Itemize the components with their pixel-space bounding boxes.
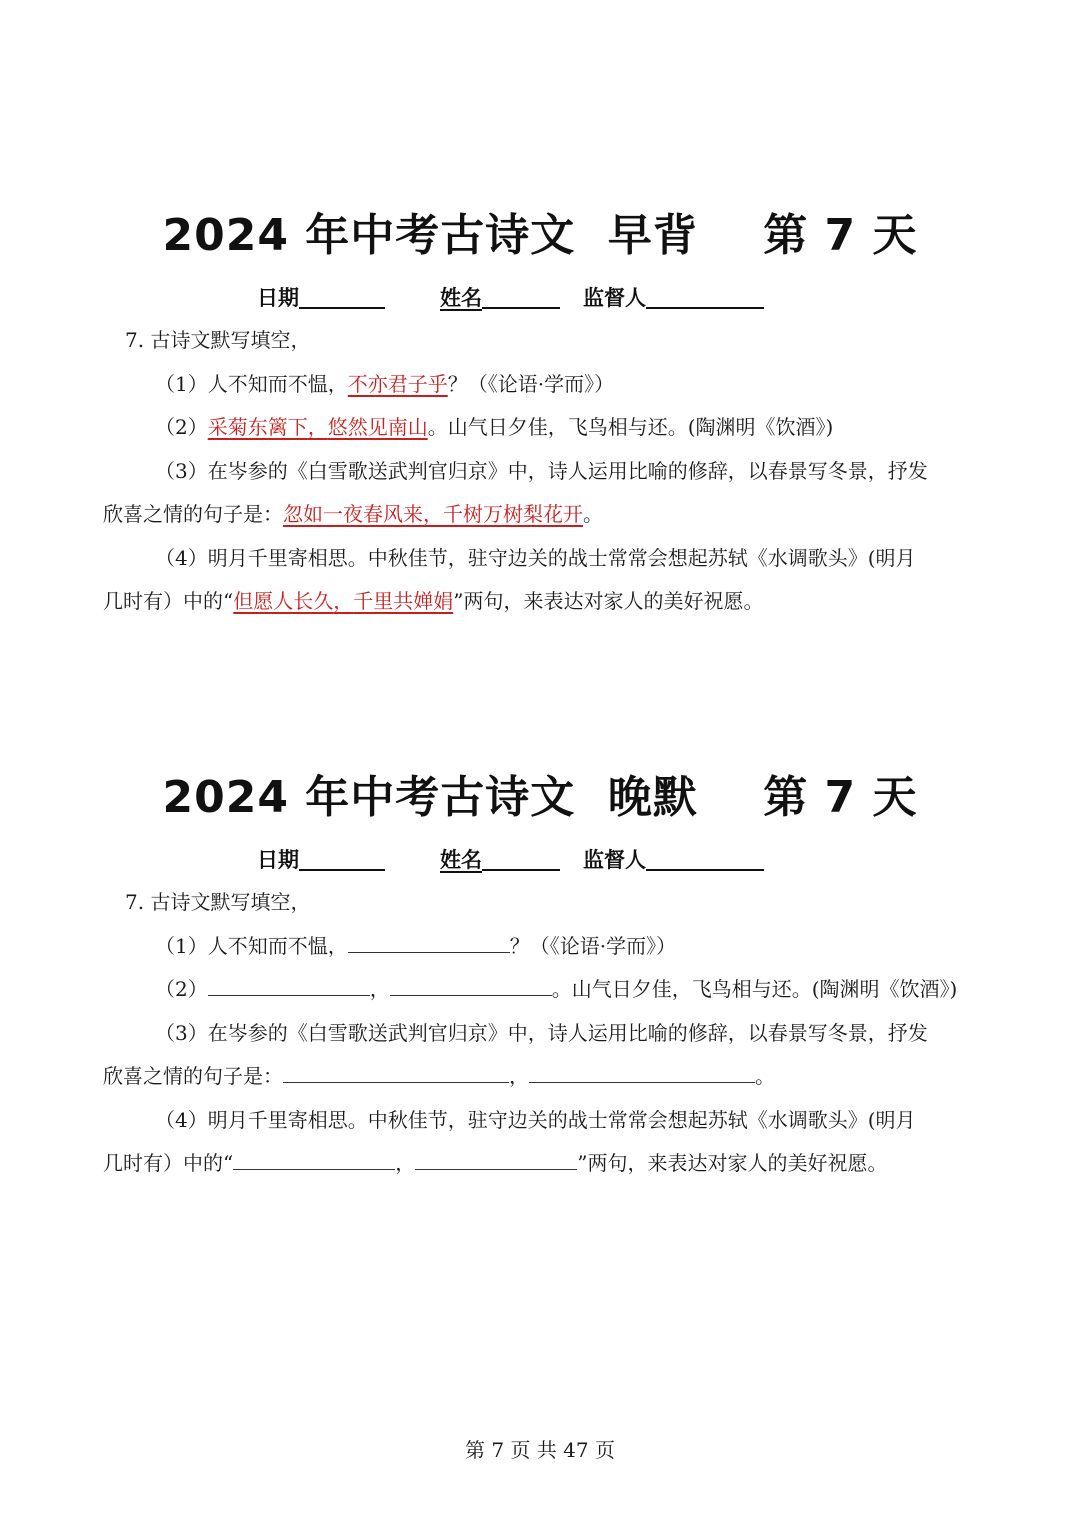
- answer-blank-4a[interactable]: [233, 1149, 395, 1170]
- question-4-line1: （4）明月千里寄相思。中秋佳节，驻守边关的战士常常会想起苏轼《水调歌头》(明月: [155, 545, 916, 570]
- answer-blank-4b[interactable]: [415, 1149, 577, 1170]
- morning-questions: [103, 319, 978, 624]
- answer-2a: 采菊东篱下: [207, 415, 308, 439]
- answer-blank-1[interactable]: [348, 932, 510, 953]
- question-1: （1）人不知而不愠， ？（《论语·学而》）: [155, 933, 677, 958]
- answer-blank-2b[interactable]: [390, 975, 552, 996]
- answer-blank-2a[interactable]: [208, 975, 370, 996]
- evening-name-field[interactable]: [440, 849, 560, 871]
- date-blank[interactable]: [299, 287, 385, 309]
- question-header: 7. 古诗文默写填空，: [125, 890, 311, 914]
- question-3-line2: 欣喜之情的句子是： ， 。: [103, 1064, 775, 1088]
- answer-2b: 悠然见南山: [327, 415, 428, 439]
- question-4-line2: 几时有）中的“ ， ”两句，来表达对家人的美好祝愿。: [103, 1151, 888, 1175]
- answer-3b: 千树万树梨花开: [443, 502, 583, 526]
- date-label: 日期: [257, 286, 299, 310]
- question-3-line2: 欣喜之情的句子是：忽如一夜春风来，千树万树梨花开。: [103, 502, 603, 526]
- evening-supervisor-field[interactable]: [583, 849, 764, 871]
- name-blank[interactable]: [482, 287, 560, 309]
- answer-4a: 但愿人长久: [233, 589, 334, 613]
- evening-title: 2024 年中考古诗文 晚默 第 7 天: [162, 772, 918, 823]
- date-label: 日期: [257, 848, 299, 872]
- supervisor-label: 监督人: [583, 848, 646, 872]
- answer-1: 不亦君子乎: [347, 371, 448, 396]
- date-blank[interactable]: [299, 849, 385, 871]
- evening-date-field[interactable]: [257, 849, 385, 871]
- supervisor-label: 监督人: [583, 286, 646, 310]
- name-label: 姓名: [440, 286, 482, 310]
- morning-name-field[interactable]: [440, 287, 560, 309]
- name-blank[interactable]: [482, 849, 560, 871]
- question-1: （1）人不知而不愠，不亦君子乎？（《论语·学而》）: [155, 371, 615, 396]
- name-label: 姓名: [440, 848, 482, 872]
- morning-title: 2024 年中考古诗文 早背 第 7 天: [162, 210, 918, 261]
- question-4-line2: 几时有）中的“但愿人长久，千里共婵娟”两句，来表达对家人的美好祝愿。: [103, 589, 764, 613]
- supervisor-blank[interactable]: [646, 287, 764, 309]
- question-2: （2） ， 。山气日夕佳，飞鸟相与还。(陶渊明《饮酒》): [155, 977, 958, 1001]
- answer-blank-3b[interactable]: [529, 1062, 755, 1083]
- answer-4b: 千里共婵娟: [353, 589, 454, 613]
- question-3-line1: （3）在岑参的《白雪歌送武判官归京》中，诗人运用比喻的修辞，以春景写冬景，抒发: [155, 1020, 928, 1045]
- answer-blank-3a[interactable]: [283, 1062, 509, 1083]
- answer-3a: 忽如一夜春风来: [283, 502, 423, 526]
- evening-questions: [103, 881, 978, 1186]
- page-number: 第 7 页 共 47 页: [465, 1438, 615, 1462]
- question-header: 7. 古诗文默写填空，: [125, 328, 311, 352]
- question-2: （2）采菊东篱下，悠然见南山。山气日夕佳，飞鸟相与还。(陶渊明《饮酒》): [155, 415, 834, 439]
- morning-date-field[interactable]: [257, 287, 385, 309]
- question-3-line1: （3）在岑参的《白雪歌送武判官归京》中，诗人运用比喻的修辞，以春景写冬景，抒发: [155, 458, 928, 483]
- question-4-line1: （4）明月千里寄相思。中秋佳节，驻守边关的战士常常会想起苏轼《水调歌头》(明月: [155, 1107, 916, 1132]
- morning-supervisor-field[interactable]: [583, 287, 764, 309]
- supervisor-blank[interactable]: [646, 849, 764, 871]
